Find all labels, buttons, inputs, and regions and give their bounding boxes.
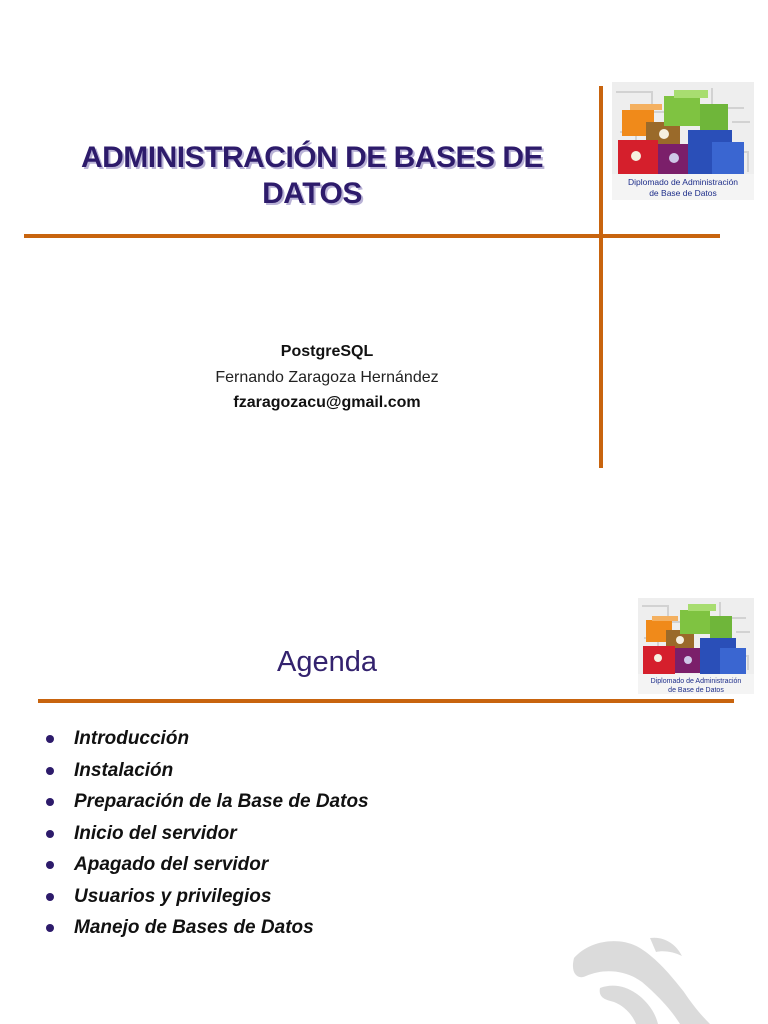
agenda-item: [44, 882, 369, 914]
database-boxes-icon: [612, 82, 754, 200]
agenda-item: [44, 787, 369, 819]
logo-caption-line1: Diplomado de Administración: [627, 177, 739, 187]
agenda-item: [44, 850, 369, 882]
agenda-item: [44, 724, 369, 756]
agenda-list: [44, 724, 369, 945]
logo-caption-line2: de Base de Datos: [668, 687, 724, 694]
horizontal-rule: [24, 234, 720, 238]
author-email: fzaragozacu@gmail.com: [233, 394, 421, 411]
slide-title-line1: ADMINISTRACIÓN DE BASES DE: [80, 141, 544, 174]
vertical-rule: [599, 86, 603, 468]
agenda-item-label: Apagado del servidor: [74, 854, 269, 875]
bullet-icon: [46, 893, 54, 901]
logo-caption-line2: de Base de Datos: [649, 188, 717, 198]
bullet-icon: [46, 924, 54, 932]
agenda-item-label: Preparación de la Base de Datos: [74, 791, 369, 812]
logo-caption-line1: Diplomado de Administración: [650, 678, 742, 685]
subtitle: PostgreSQL: [280, 343, 374, 360]
diplomado-logo: [638, 598, 754, 694]
slide-title: [24, 140, 600, 212]
agenda-title: Agenda: [277, 646, 377, 678]
bullet-icon: [46, 767, 54, 775]
horizontal-rule: [38, 699, 734, 703]
agenda-item-label: Introducción: [74, 728, 190, 749]
agenda-item-label: Manejo de Bases de Datos: [74, 917, 314, 938]
diplomado-logo: [612, 82, 754, 200]
watermark-sketch-icon: [560, 918, 720, 1024]
agenda-item-label: Instalación: [74, 759, 174, 781]
agenda-item: [44, 756, 369, 788]
slide-title-line2: DATOS: [262, 177, 362, 210]
agenda-item: [44, 913, 369, 945]
agenda-item: [44, 819, 369, 851]
bullet-icon: [46, 735, 54, 743]
agenda-item-label: Inicio del servidor: [74, 822, 237, 844]
agenda-item-label: Usuarios y privilegios: [74, 885, 272, 907]
bullet-icon: [46, 830, 54, 838]
bullet-icon: [46, 861, 54, 869]
bullet-icon: [46, 798, 54, 806]
database-boxes-icon: [638, 598, 754, 694]
author-name: Fernando Zaragoza Hernández: [215, 369, 439, 386]
